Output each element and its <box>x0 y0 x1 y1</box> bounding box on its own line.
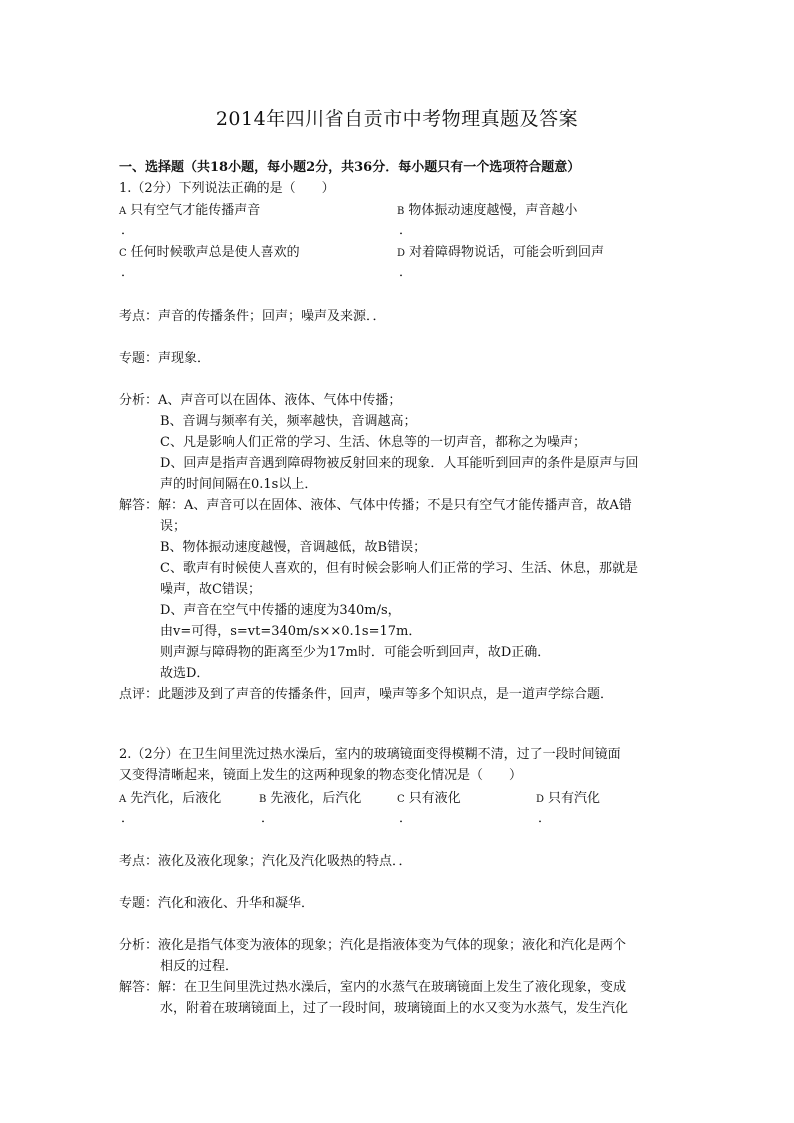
option-text: 物体振动速度越慢，声音越小 <box>408 203 578 218</box>
q1-stem: 1.（2分）下列说法正确的是（ ） <box>119 181 335 196</box>
option-text: 只有空气才能传播声音 <box>130 203 261 218</box>
q2-fenxi-line: 分析：液化是指气体变为液体的现象；汽化是指液体变为气体的现象；液化和汽化是两个 <box>119 938 627 953</box>
option-letter: B <box>397 206 405 217</box>
option-letter: D <box>536 794 545 805</box>
option-letter: A <box>119 794 127 805</box>
option-dot: ． <box>121 223 135 238</box>
option-text: 任何时候歌声总是使人喜欢的 <box>130 245 300 260</box>
option-text: 先液化，后汽化 <box>270 791 362 806</box>
option-letter: C <box>397 794 405 805</box>
q1-fenxi-line: B、音调与频率有关，频率越快，音调越高； <box>160 414 417 429</box>
q2-kaodian: 考点：液化及液化现象；汽化及汽化吸热的特点．． <box>119 854 412 869</box>
option-letter: B <box>259 794 267 805</box>
q1-dianping: 点评：此题涉及到了声音的传播条件，回声，噪声等多个知识点，是一道声学综合题． <box>119 687 614 702</box>
q2-zhuanti: 专题：汽化和液化、升华和凝华． <box>119 896 315 911</box>
option-dot: ． <box>538 811 552 826</box>
q2-stem-line: 2.（2分）在卫生间里洗过热水澡后，室内的玻璃镜面变得模糊不清，过了一段时间镜面 <box>119 747 621 762</box>
q1-jieda-line: 解答：解：A、声音可以在固体、液体、气体中传播；不是只有空气才能传播声音，故A错 <box>119 498 632 513</box>
q1-fenxi-line: C、凡是影响人们正常的学习、生活、休息等的一切声音，都称之为噪声； <box>160 435 586 450</box>
q1-option-d <box>397 243 604 264</box>
q1-jieda-line: 由v=可得，s=vt=340m/s××0.1s=17m． <box>160 624 422 639</box>
document-title: 2014年四川省自贡市中考物理真题及答案 <box>215 108 579 130</box>
q2-option-d <box>536 789 600 810</box>
q1-jieda-line: C、歌声有时候使人喜欢的，但有时候会影响人们正常的学习、生活、休息，那就是 <box>160 561 638 576</box>
q1-fenxi-line: D、回声是指声音遇到障碍物被反射回来的现象．人耳能听到回声的条件是原声与回 <box>160 456 639 471</box>
q2-fenxi-line: 相反的过程． <box>160 959 239 974</box>
option-dot: ． <box>121 265 135 280</box>
q1-jieda-line: 误； <box>160 519 187 534</box>
section-header: 一、选择题（共18小题，每小题2分，共36分．每小题只有一个选项符合题意） <box>119 160 581 175</box>
option-text: 对着障碍物说话，可能会听到回声 <box>409 245 605 260</box>
q2-option-c <box>397 789 461 810</box>
q2-jieda-line: 解答：解：在卫生间里洗过热水澡后，室内的水蒸气在玻璃镜面上发生了液化现象，变成 <box>119 980 627 995</box>
q1-jieda-line: 故选D． <box>160 666 210 681</box>
q1-option-c <box>119 243 300 264</box>
q2-jieda-line: 水，附着在玻璃镜面上，过了一段时间，玻璃镜面上的水又变为水蒸气，发生汽化 <box>160 1001 629 1016</box>
option-dot: ． <box>399 223 413 238</box>
q1-fenxi-line: 声的时间间隔在0.1s以上． <box>160 477 318 492</box>
option-dot: ． <box>121 811 135 826</box>
q1-zhuanti: 专题：声现象． <box>119 351 211 366</box>
option-text: 只有液化 <box>408 791 461 806</box>
q1-option-b <box>397 201 577 222</box>
option-dot: ． <box>261 811 275 826</box>
q1-jieda-line: B、物体振动速度越慢，音调越低，故B错误； <box>160 540 427 555</box>
option-dot: ． <box>399 265 413 280</box>
q2-stem-line: 又变得清晰起来，镜面上发生的这两种现象的物态变化情况是（ ） <box>119 768 523 783</box>
q1-kaodian: 考点：声音的传播条件；回声；噪声及来源．． <box>119 309 386 324</box>
option-letter: C <box>119 248 127 259</box>
q2-option-b <box>259 789 361 810</box>
q1-jieda-line: D、声音在空气中传播的速度为340m/s， <box>160 603 401 618</box>
option-letter: D <box>397 248 406 259</box>
q1-jieda-line: 噪声，故C错误； <box>160 582 261 597</box>
option-dot: ． <box>399 811 413 826</box>
option-text: 先汽化，后液化 <box>130 791 222 806</box>
option-text: 只有汽化 <box>548 791 601 806</box>
q1-option-a <box>119 201 260 222</box>
option-letter: A <box>119 206 127 217</box>
q1-jieda-line: 则声源与障碍物的距离至少为17m时．可能会听到回声，故D正确． <box>160 645 551 660</box>
q1-fenxi-line: 分析：A、声音可以在固体、液体、气体中传播； <box>119 393 402 408</box>
q2-option-a <box>119 789 221 810</box>
